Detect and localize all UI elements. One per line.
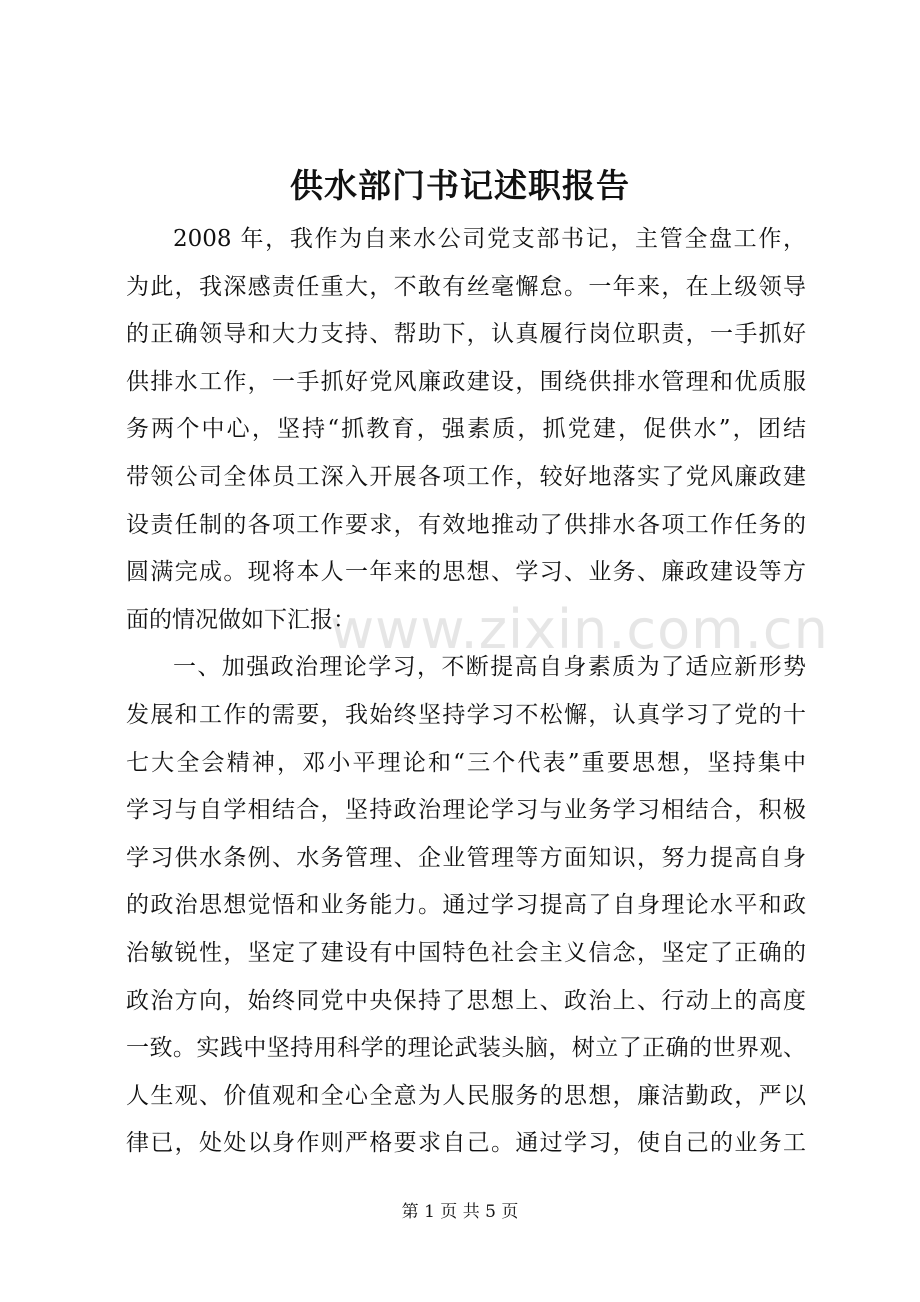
page-footer: 第 1 页 共 5 页 (401, 1202, 519, 1222)
text-line: 治敏锐性，坚定了建设有中国特色社会主义信念，坚定了正确的 (126, 939, 806, 966)
document-title: 供水部门书记述职报告 (290, 166, 630, 205)
text-line: 政治方向，始终同党中央保持了思想上、政治上、行动上的高度 (126, 987, 806, 1014)
paragraph-intro (126, 216, 806, 644)
text-line: 的政治思想觉悟和业务能力。通过学习提高了自身理论水平和政 (126, 892, 806, 919)
text-line: 人生观、价值观和全心全意为人民服务的思想，廉洁勤政，严以 (126, 1082, 806, 1109)
text-line: 设责任制的各项工作要求，有效地推动了供排水各项工作任务的 (126, 511, 806, 538)
text-line: 七大全会精神，邓小平理论和“三个代表”重要思想，坚持集中 (126, 749, 806, 776)
text-line: 一、加强政治理论学习，不断提高自身素质为了适应新形势 (173, 654, 806, 681)
text-line: 为此，我深感责任重大，不敢有丝毫懈怠。一年来，在上级领导 (126, 273, 806, 300)
text-line: 带领公司全体员工深入开展各项工作，较好地落实了党风廉政建 (126, 463, 806, 490)
paragraph-section-one (126, 644, 806, 1168)
text-line: 学习与自学相结合，坚持政治理论学习与业务学习相结合，积极 (126, 797, 806, 824)
text-line: 发展和工作的需要，我始终坚持学习不松懈，认真学习了党的十 (126, 701, 806, 728)
document-body (126, 216, 829, 1168)
text-line: 学习供水条例、水务管理、企业管理等方面知识，努力提高自身 (126, 844, 806, 871)
text-line: 律已，处处以身作则严格要求自己。通过学习，使自己的业务工 (126, 1130, 806, 1157)
text-line: 圆满完成。现将本人一年来的思想、学习、业务、廉政建设等方 (126, 559, 806, 586)
text-line: 的正确领导和大力支持、帮助下，认真履行岗位职责，一手抓好 (126, 321, 806, 348)
text-line: 2008 年，我作为自来水公司党支部书记，主管全盘工作， (173, 226, 806, 252)
text-line: 供排水工作，一手抓好党风廉政建设，围绕供排水管理和优质服 (126, 368, 806, 395)
watermark: www.zixin.com.cn (330, 598, 829, 661)
text-line: 面的情况做如下汇报： (126, 606, 356, 633)
text-line: 务两个中心，坚持“抓教育，强素质，抓党建，促供水”，团结 (126, 416, 806, 443)
text-line: 一致。实践中坚持用科学的理论武装头脑，树立了正确的世界观、 (126, 1035, 806, 1062)
